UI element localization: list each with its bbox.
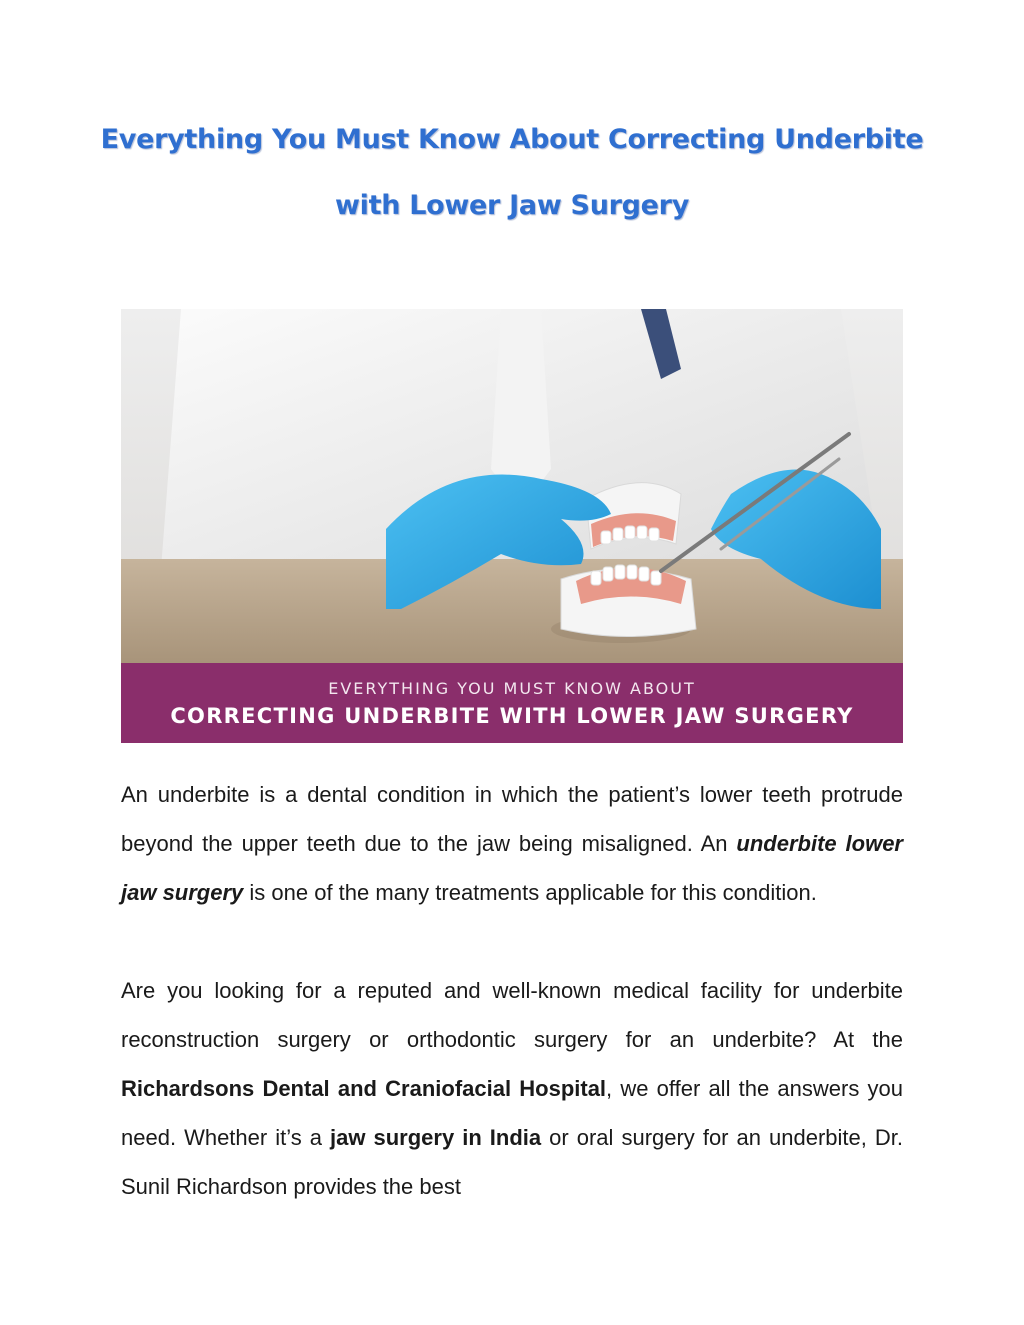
paragraph-intro [121, 770, 903, 917]
paragraph1-text-after: is one of the many treatments applicable for this condition. [243, 880, 817, 905]
underbite-surgery-link[interactable]: underbite lower jaw surgery [121, 831, 903, 905]
banner-line2: CORRECTING UNDERBITE WITH LOWER JAW SURGERY [170, 704, 854, 728]
hero-image [121, 309, 903, 743]
banner-line1: EVERYTHING YOU MUST KNOW ABOUT [328, 679, 696, 698]
paragraph2-text-before: Are you looking for a reputed and well-known medical facility for underbite reconstruction surgery or orthodontic surgery for an underbite? At the [121, 978, 903, 1052]
paragraph1-text-before: An underbite is a dental condition in which the patient’s lower teeth protrude beyond the upper teeth due to the jaw being misaligned. An [121, 782, 903, 856]
hospital-link[interactable]: Richardsons Dental and Craniofacial Hospital [121, 1076, 607, 1101]
document-title-line2: with Lower Jaw Surgery [335, 190, 689, 221]
dentist-jaw-model-illustration [121, 309, 903, 743]
paragraph2-text-middle: , we offer all the answers you need. Whether it’s a [121, 1076, 903, 1150]
document-title-line1: Everything You Must Know About Correcting Underbite [100, 124, 924, 155]
paragraph2-text-after: or oral surgery for an underbite, Dr. Sunil Richardson provides the best [121, 1125, 904, 1199]
jaw-surgery-india-link[interactable]: jaw surgery in India [330, 1125, 542, 1150]
paragraph-hospital [121, 966, 903, 1211]
